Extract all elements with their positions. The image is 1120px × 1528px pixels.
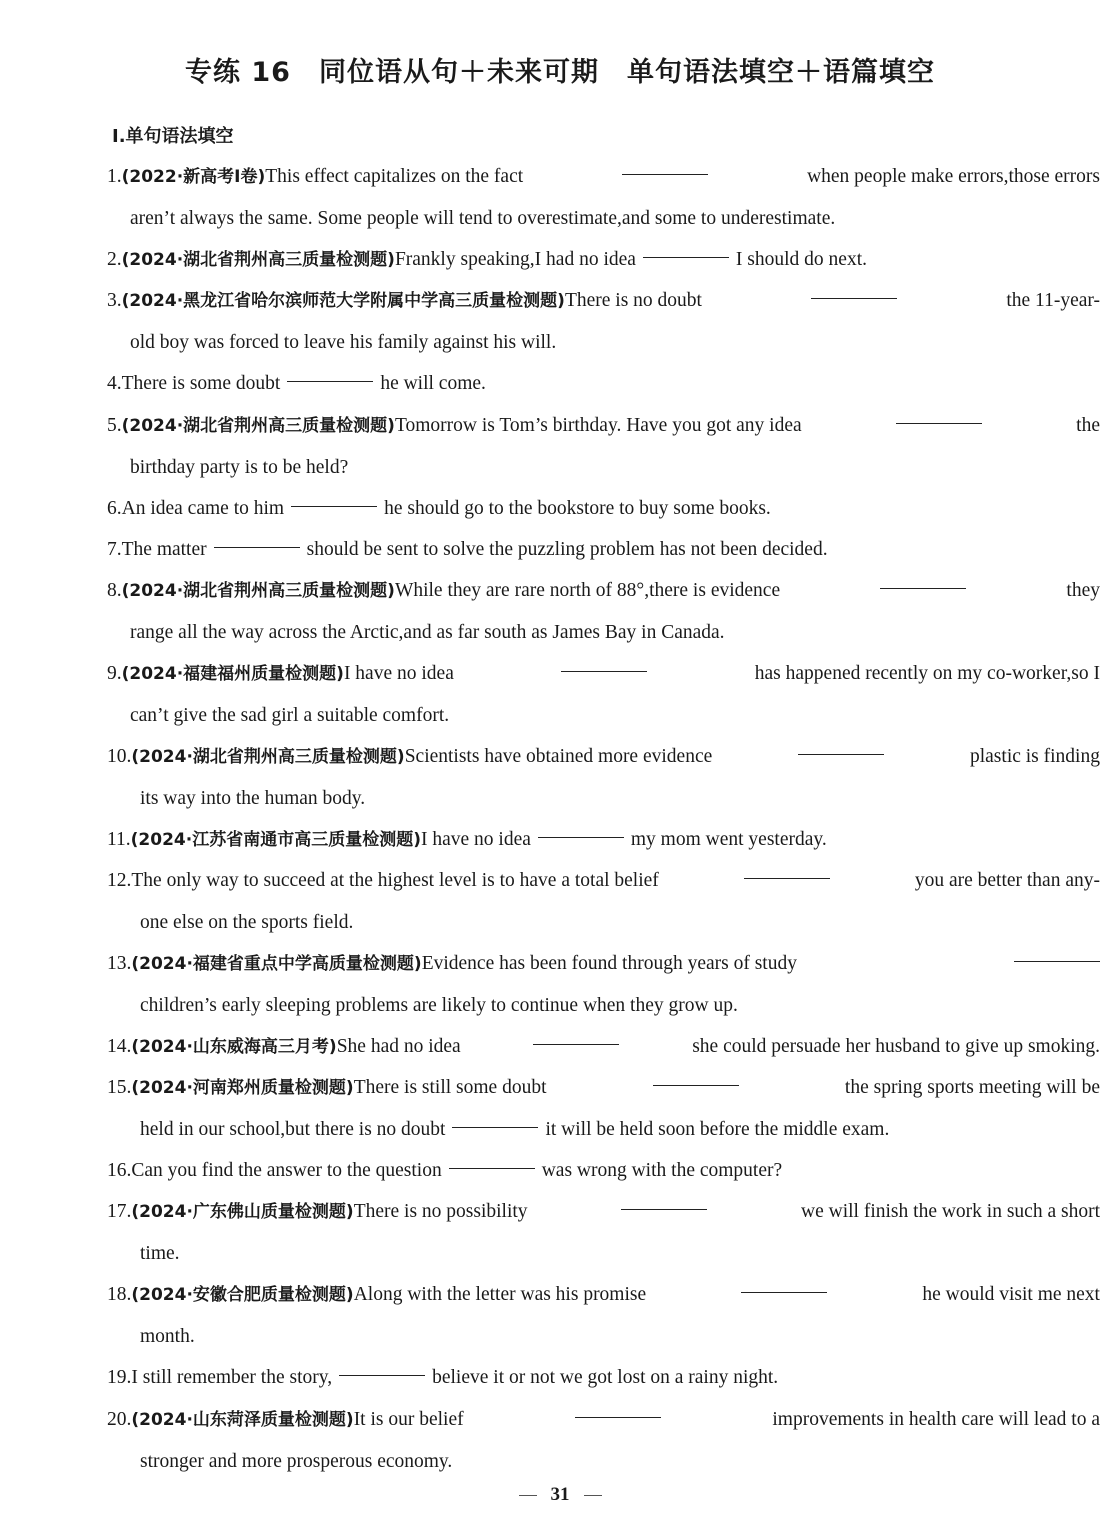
answer-blank[interactable] bbox=[621, 1191, 707, 1210]
answer-blank[interactable] bbox=[291, 488, 377, 507]
question-20: 20.(2024·山东菏泽质量检测题)It is our belief improvements in health care will lead to a stronger and more prosperous economy. bbox=[107, 1399, 1100, 1482]
question-14: 14.(2024·山东威海高三月考)She had no idea she could persuade her husband to give up smoking. bbox=[107, 1026, 1100, 1068]
question-17: 17.(2024·广东佛山质量检测题)There is no possibility we will finish the work in such a short time. bbox=[107, 1191, 1100, 1274]
answer-blank[interactable] bbox=[214, 529, 300, 548]
answer-blank[interactable] bbox=[653, 1067, 739, 1086]
question-8: 8.(2024·湖北省荆州高三质量检测题)While they are rare north of 88°,there is evidence they range all the way across the Arctic,and as far south as James Bay in Canada. bbox=[107, 570, 1100, 653]
question-12: 12.The only way to succeed at the highest level is to have a total belief you are better than any- one else on the sports field. bbox=[107, 860, 1100, 943]
question-2: 2.(2024·湖北省荆州高三质量检测题)Frankly speaking,I had no idea I should do next. bbox=[107, 239, 1100, 281]
footer-dash-left bbox=[519, 1495, 537, 1496]
question-4: 4.There is some doubt he will come. bbox=[107, 363, 1100, 405]
answer-blank[interactable] bbox=[452, 1109, 538, 1128]
question-6: 6.An idea came to him he should go to the bookstore to buy some books. bbox=[107, 488, 1100, 530]
page-number: 31 bbox=[550, 1484, 570, 1505]
question-1: 1.(2022·新高考Ⅰ卷)This effect capitalizes on the fact when people make errors,those errors aren’t always the same. Some people will tend to overestimate,and some to underestimate. bbox=[107, 156, 1100, 239]
answer-blank[interactable] bbox=[538, 819, 624, 838]
answer-blank[interactable] bbox=[811, 280, 897, 299]
answer-blank[interactable] bbox=[561, 653, 647, 672]
footer-dash-right bbox=[584, 1495, 602, 1496]
answer-blank[interactable] bbox=[533, 1026, 619, 1045]
answer-blank[interactable] bbox=[1014, 943, 1100, 962]
title-part1: 专练 16 bbox=[185, 57, 291, 88]
answer-blank[interactable] bbox=[896, 405, 982, 424]
section-heading: Ⅰ.单句语法填空 bbox=[112, 126, 234, 147]
question-15: 15.(2024·河南郑州质量检测题)There is still some doubt the spring sports meeting will be held in our school,but there is no doubt it will be held soon before the middle exam. bbox=[107, 1067, 1100, 1150]
question-3: 3.(2024·黑龙江省哈尔滨师范大学附属中学高三质量检测题)There is no doubt the 11-year- old boy was forced to leave his family against his will. bbox=[107, 280, 1100, 363]
answer-blank[interactable] bbox=[622, 156, 708, 175]
answer-blank[interactable] bbox=[741, 1274, 827, 1293]
title-part3: 单句语法填空＋语篇填空 bbox=[626, 57, 935, 88]
answer-blank[interactable] bbox=[643, 239, 729, 258]
question-13: 13.(2024·福建省重点中学高质量检测题)Evidence has been found through years of study children’s early sleeping problems are likely to continue when they grow up. bbox=[107, 943, 1100, 1026]
question-16: 16.Can you find the answer to the question was wrong with the computer? bbox=[107, 1150, 1100, 1192]
question-19: 19.I still remember the story, believe it or not we got lost on a rainy night. bbox=[107, 1357, 1100, 1399]
question-9: 9.(2024·福建福州质量检测题)I have no idea has happened recently on my co-worker,so I can’t give the sad girl a suitable comfort. bbox=[107, 653, 1100, 736]
answer-blank[interactable] bbox=[339, 1357, 425, 1376]
question-10: 10.(2024·湖北省荆州高三质量检测题)Scientists have obtained more evidence plastic is finding its way into the human body. bbox=[107, 736, 1100, 819]
answer-blank[interactable] bbox=[449, 1150, 535, 1169]
page-footer bbox=[0, 1484, 1120, 1506]
page-title bbox=[0, 50, 1120, 89]
title-part2: 同位语从句＋未来可期 bbox=[318, 57, 599, 88]
question-11: 11.(2024·江苏省南通市高三质量检测题)I have no idea my mom went yesterday. bbox=[107, 819, 1100, 861]
answer-blank[interactable] bbox=[798, 736, 884, 755]
answer-blank[interactable] bbox=[880, 570, 966, 589]
answer-blank[interactable] bbox=[287, 363, 373, 382]
question-7: 7.The matter should be sent to solve the puzzling problem has not been decided. bbox=[107, 529, 1100, 571]
answer-blank[interactable] bbox=[744, 860, 830, 879]
question-18: 18.(2024·安徽合肥质量检测题)Along with the letter was his promise he would visit me next month. bbox=[107, 1274, 1100, 1357]
question-5: 5.(2024·湖北省荆州高三质量检测题)Tomorrow is Tom’s birthday. Have you got any idea the birthday party is to be held? bbox=[107, 405, 1100, 488]
answer-blank[interactable] bbox=[575, 1399, 661, 1418]
